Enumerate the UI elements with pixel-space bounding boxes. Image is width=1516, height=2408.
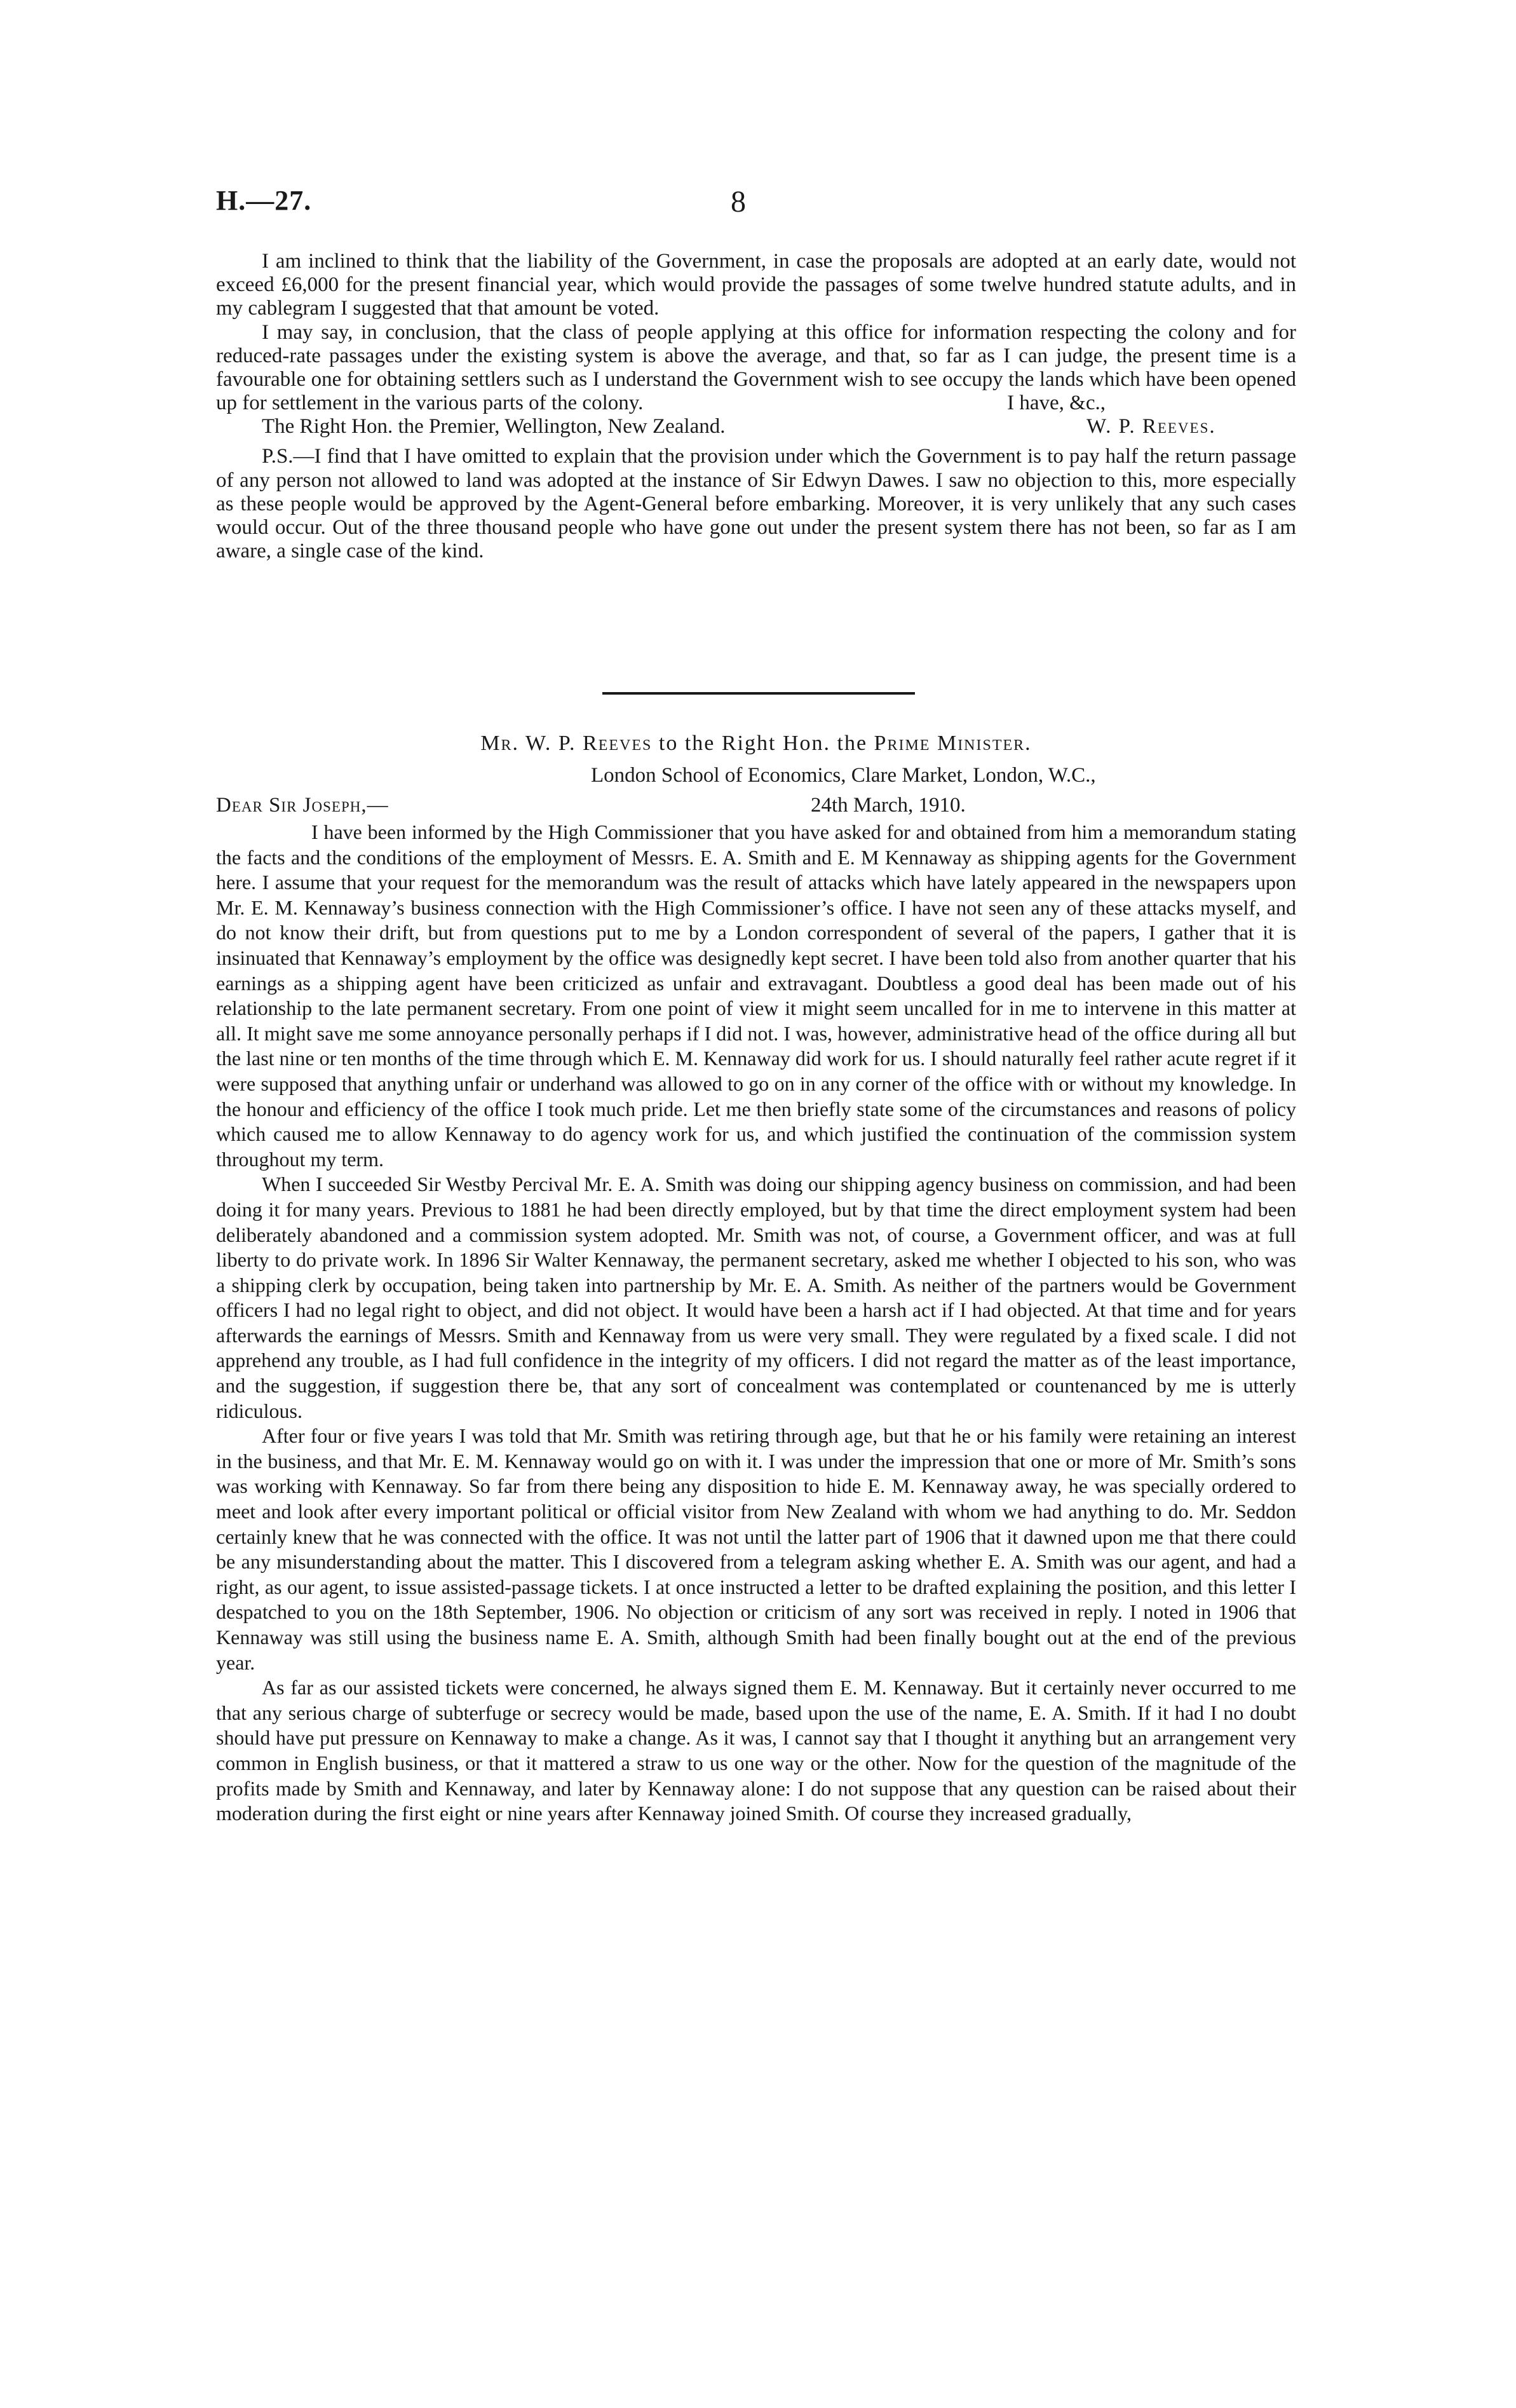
salutation-row <box>216 794 1296 819</box>
section-divider <box>602 692 915 695</box>
page-header <box>216 184 1309 229</box>
second-letter-body <box>216 820 1296 1826</box>
document-reference: H.—27. <box>216 185 312 216</box>
paragraph-text: I may say, in conclusion, that the class of people applying at this office for information respecting the colony and for reduced-rate passages under the existing system is above the average, and that, so far as I can judge, the present time is a favourable one for obtaining settlers such as I understand the Government wish to see occupy the lands which have been opened up for settlement in the various parts of the colony. <box>216 320 1296 415</box>
first-letter-body <box>216 250 1296 563</box>
addressee-row <box>216 415 1296 439</box>
paragraph: As far as our assisted tickets were concerned, he always signed them E. M. Kennaway. But it certainly never occurred to me that any serious charge of subterfuge or secrecy would be made, based upon the use of the name, E. A. Smith. If it had I no doubt should have put pressure on Kennaway to make a change. As it was, I cannot say that I thought it anything but an arrangement very common in English business, or that it mattered a straw to us one way or the other. Now for the question of the magnitude of the profits made by Smith and Kennaway, and later by Kennaway alone: I do not suppose that any question can be raised about their moderation during the first eight or nine years after Kennaway joined Smith. Of course they increased gradually, <box>216 1676 1296 1825</box>
addressee: The Right Hon. the Premier, Wellington, New Zealand. <box>262 415 726 439</box>
closing: I have, &c., <box>1007 391 1106 415</box>
sender-address: London School of Economics, Clare Market, London, W.C., <box>591 764 1096 787</box>
closing-row <box>216 391 1296 415</box>
paragraph: When I succeeded Sir Westby Percival Mr. E. A. Smith was doing our shipping agency business on commission, and had been doing it for many years. Previous to 1881 he had been directly employed, but by that time the direct employment system had been deliberately abandoned and a commission system adopted. Mr. Smith was not, of course, a Government officer, and was at full liberty to do private work. In 1896 Sir Walter Kennaway, the permanent secretary, asked me whether I objected to his son, who was a shipping clerk by occupation, being taken into partnership by Mr. E. A. Smith. As neither of the partners would be Government officers I had no legal right to object, and did not object. It would have been a harsh act if I had objected. At that time and for years afterwards the earnings of Messrs. Smith and Kennaway from us were very small. They were regulated by a fixed scale. I did not apprehend any trouble, as I had full confidence in the integrity of my officers. I did not regard the matter as of the least importance, and the suggestion, if suggestion there be, that any sort of concealment was contemplated or countenanced by me is utterly ridiculous. <box>216 1173 1296 1422</box>
title-sender: Mr. W. P. Reeves <box>480 731 653 755</box>
title-recipient: Prime Minister. <box>874 731 1032 755</box>
signature: W. P. Reeves. <box>1086 415 1216 439</box>
title-connector: to the Right Hon. the <box>652 731 874 755</box>
paragraph: I have been informed by the High Commissioner that you have asked for and obtained from him a memorandum stating the facts and the conditions of the employment of Messrs. E. A. Smith and E. M Kennaway as shipping agents for the Government here. I assume that your request for the memorandum was the result of attacks which have lately appeared in the newspapers upon Mr. E. M. Kennaway’s business connection with the High Commissioner’s office. I have not seen any of these attacks myself, and do not know their drift, but from questions put to me by a London correspondent of several of the papers, I gather that it is insinuated that Kennaway’s employment by the office was designedly kept secret. I have been told also from another quarter that his earnings as a shipping agent have been criticized as unfair and extravagant. Doubtless a good deal has been made out of his relationship to the late permanent secretary. From one point of view it might seem uncalled for in me to intervene in this matter at all. It might save me some annoyance personally perhaps if I did not. I was, however, administrative head of the office during all but the last nine or ten months of the time through which E. M. Kennaway did work for us. I should naturally feel rather acute regret if it were supposed that anything unfair or underhand was allowed to go on in any corner of the office with or without my knowledge. In the honour and efficiency of the office I took much pride. Let me then briefly state some of the circumstances and reasons of policy which caused me to allow Kennaway to do agency work for us, and which justified the continuation of the commission system throughout my term. <box>216 820 1296 1171</box>
salutation: Dear Sir Joseph,— <box>216 794 389 817</box>
page-number: 8 <box>731 185 746 219</box>
paragraph: I am inclined to think that the liability of the Government, in case the proposals are adopted at an early date, would not exceed £6,000 for the present financial year, which would provide the passages of some twelve hundred statute adults, and in my cablegram I suggested that that amount be voted. <box>216 250 1296 320</box>
paragraph: After four or five years I was told that Mr. Smith was retiring through age, but that he or his family were retaining an interest in the business, and that Mr. E. M. Kennaway would go on with it. I was under the impression that one or more of Mr. Smith’s sons was working with Kennaway. So far from there being any disposition to hide E. M. Kennaway away, he was specially ordered to meet and look after every important political or official visitor from New Zealand with whom we had anything to do. Mr. Seddon certainly knew that he was connected with the office. It was not until the latter part of 1906 that it dawned upon me that there could be any misunderstanding about the matter. This I discovered from a telegram asking whether E. A. Smith was our agent, and had a right, as our agent, to issue assisted-passage tickets. I at once instructed a letter to be drafted explaining the position, and this letter I despatched to you on the 18th September, 1906. No objection or criticism of any sort was received in reply. I noted in 1906 that Kennaway was still using the business name E. A. Smith, although Smith had been finally bought out at the end of the previous year. <box>216 1424 1296 1674</box>
postscript: P.S.—I find that I have omitted to explain that the provision under which the Government is to pay half the return passage of any person not allowed to land was adopted at the instance of Sir Edwyn Dawes. I saw no objection to this, more especially as these people would be approved by the Agent-General before embarking. Moreover, it is very unlikely that any such cases would occur. Out of the three thousand people who have gone out under the present system there has not been, so far as I am aware, a single case of the kind. <box>216 445 1296 563</box>
letter-date: 24th March, 1910. <box>811 794 966 817</box>
letter-title <box>216 731 1296 756</box>
